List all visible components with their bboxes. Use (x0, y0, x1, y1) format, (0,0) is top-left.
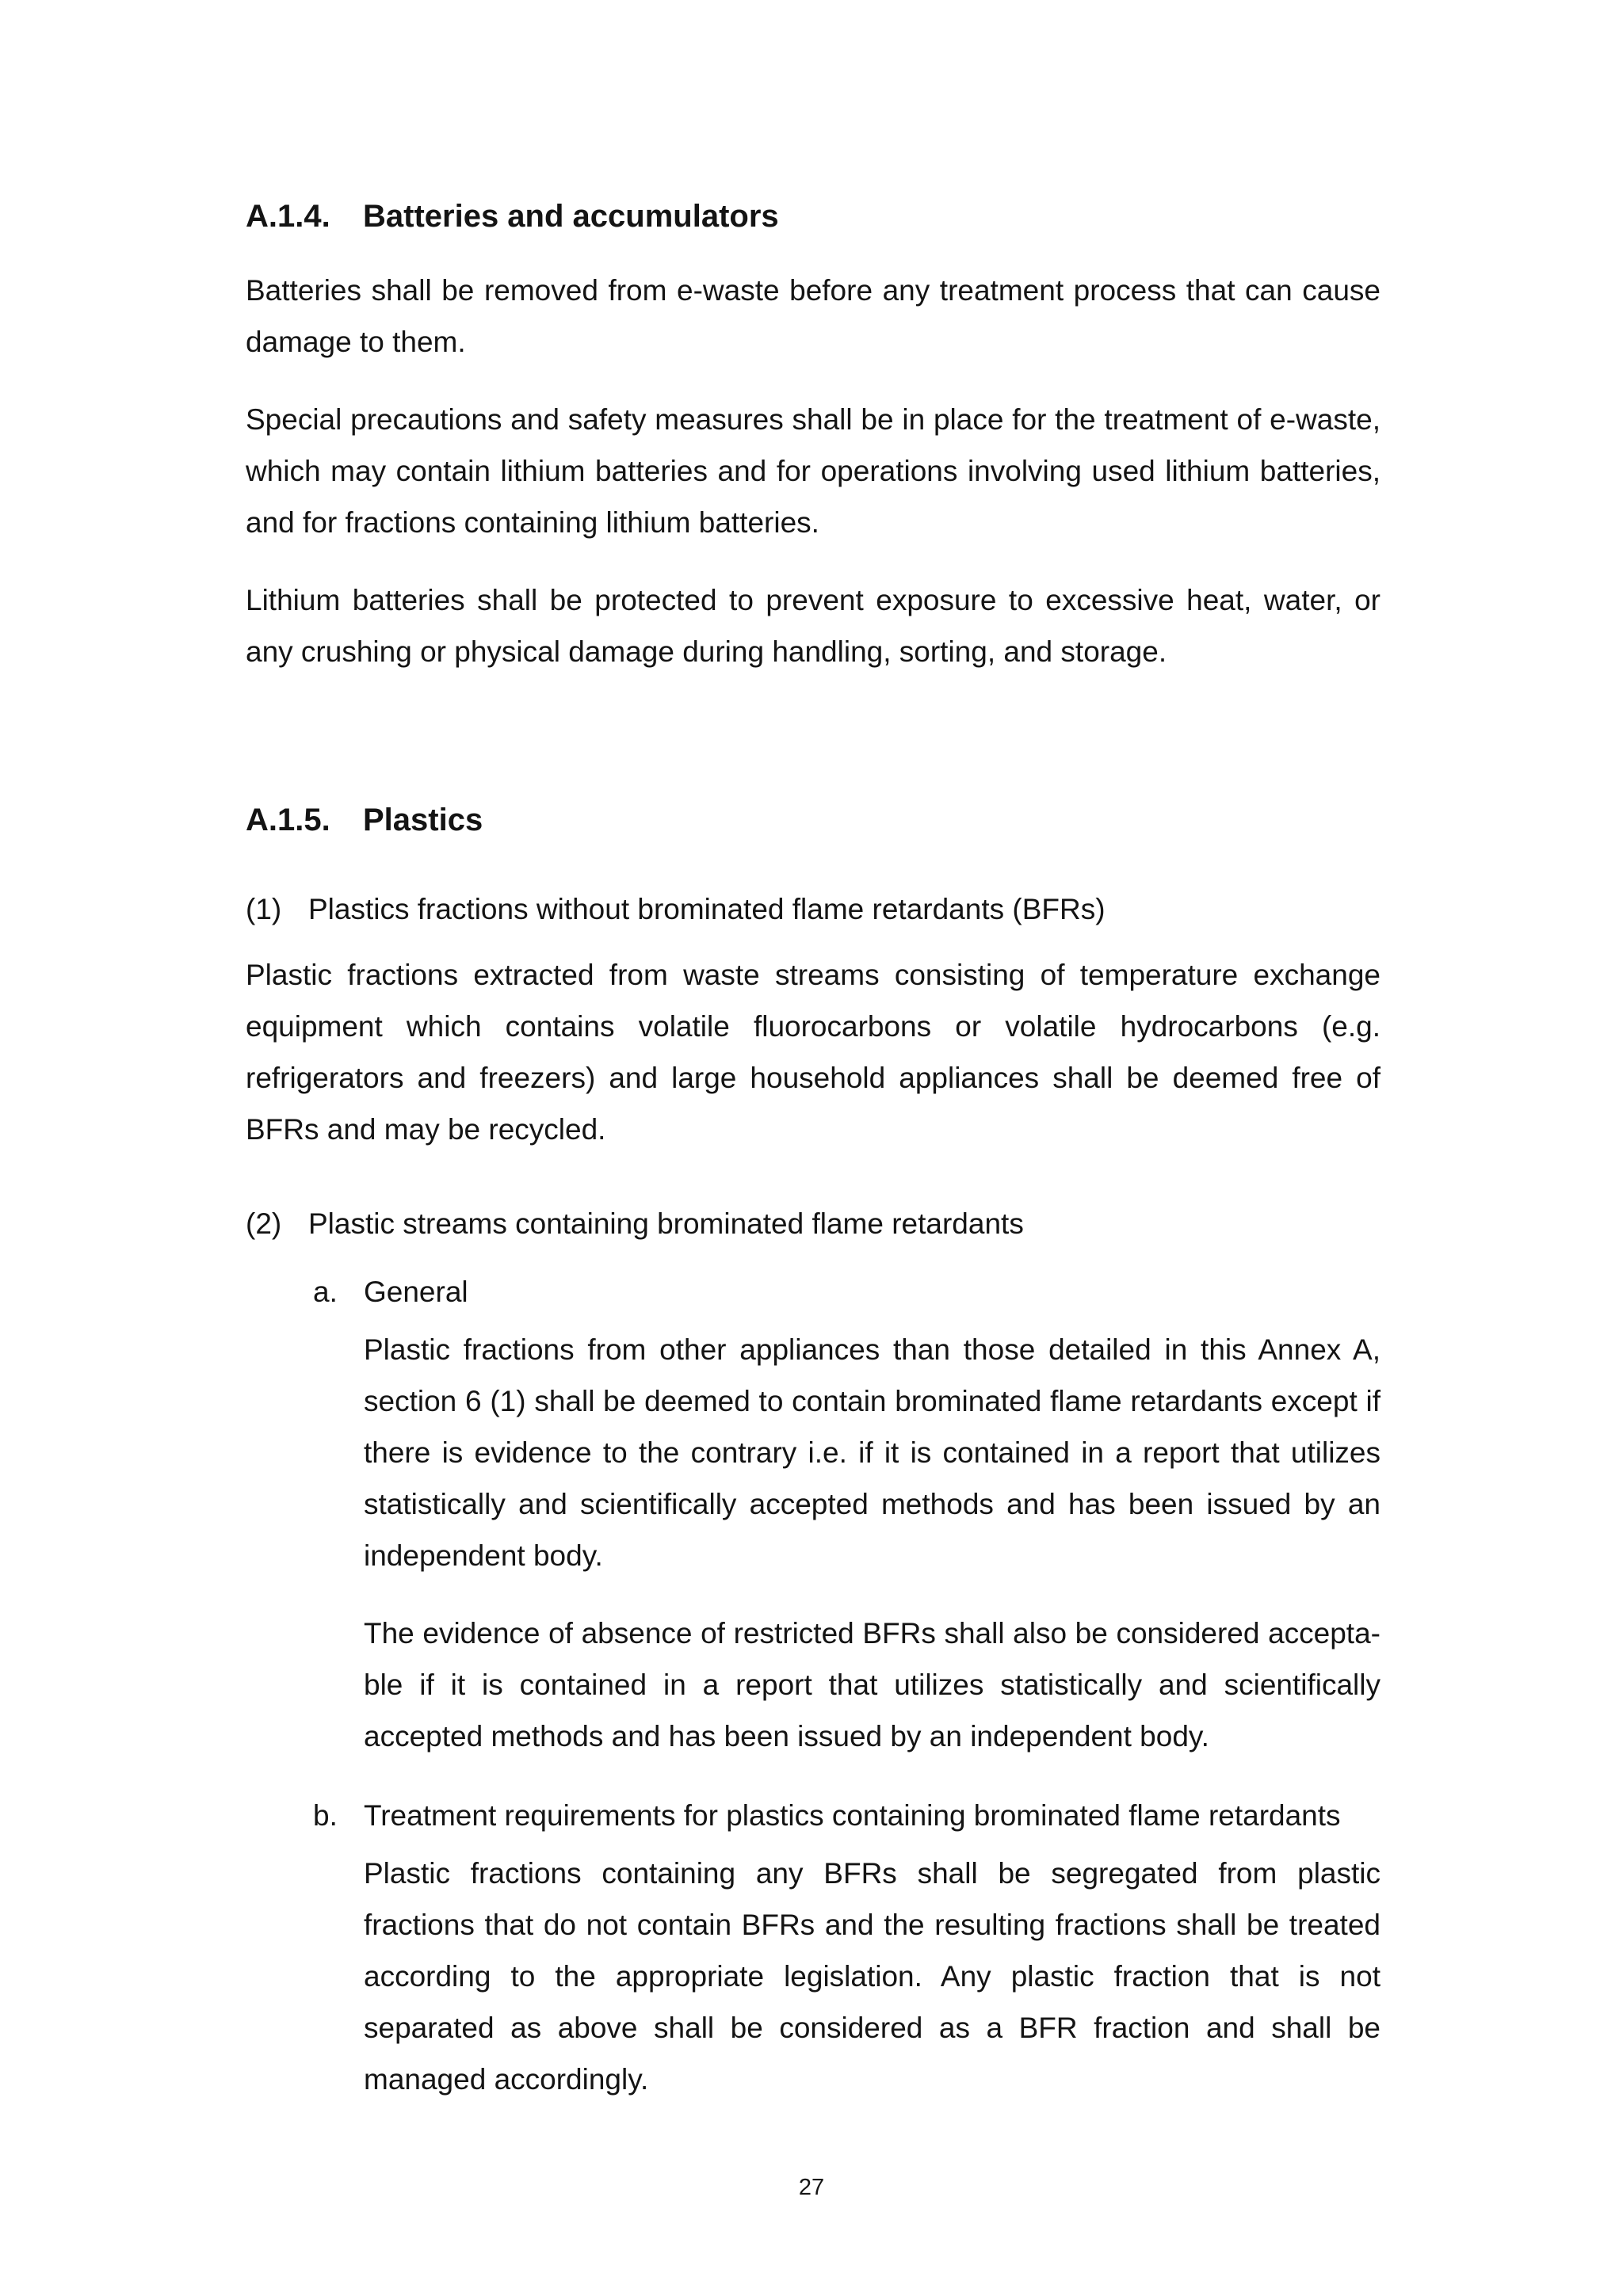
section-title: Plastics (363, 803, 483, 837)
sub-list-marker: b. (313, 1799, 338, 1832)
paragraph-bfr-presumption: Plastic fractions from other appliances than those detailed in this Annex A, section 6 (1) shall be deemed to contain brominated flame retardants except if there is evidence to the contrary i.e. if it is contained in a report that utilizes statistically and scientifically accepted methods and has been issued by an independent body. (364, 1333, 1381, 1572)
list-item-title: Plastic streams containing brominated flame retardants (308, 1207, 1024, 1240)
section-heading-a14 (246, 197, 779, 235)
sub-item-title: General (364, 1276, 468, 1308)
list-item-title: Plastics fractions without brominated flame retardants (BFRs) (308, 893, 1106, 925)
section-number: A.1.4. (246, 199, 330, 234)
paragraph-bfr-free-plastics: Plastic fractions extracted from waste streams consisting of temperature exchange equipment which contains volatile fluorocarbons or volatile hydrocarbons (e.g. refrigerators and freezers) and large household appliances shall be deemed free of BFRs and may be recycled. (246, 959, 1381, 1146)
paragraph-lithium-precautions: Special precautions and safety measures shall be in place for the treatment of e-waste, which may contain lithium batteries and for operations involving used lithium batteries, and for fractions containing lithium batteries. (246, 403, 1381, 539)
list-marker: (2) (246, 1207, 282, 1240)
paragraph-bfr-treatment: Plastic fractions containing any BFRs shall be segregated from plastic fractions that do not contain BFRs and the resulting fractions shall be treated according to the appropriate legislation. Any plastic fraction that is not separated as above shall be considered as a BFR fraction and shall be managed accordingly. (364, 1857, 1381, 2096)
page-number: 27 (798, 2175, 825, 2200)
sub-item-a-heading (313, 1273, 468, 1311)
sub-item-title: Treatment requirements for plastics containing brominated flame retardants (364, 1799, 1341, 1832)
paragraph-batteries-removal: Batteries shall be removed from e-waste before any treatment process that can cause damage to them. (246, 274, 1381, 358)
paragraph-lithium-protection: Lithium batteries shall be protected to prevent exposure to excessive heat, water, or any crushing or physical damage during handling, sorting, and storage. (246, 584, 1381, 668)
section-number: A.1.5. (246, 803, 330, 837)
sub-item-b-heading (313, 1797, 1341, 1835)
list-marker: (1) (246, 893, 282, 925)
list-item-2-heading (246, 1205, 1024, 1243)
paragraph-bfr-evidence: The evidence of absence of restricted BFRs shall also be considered acceptable if it is contained in a report that utilizes statistically and scientifically accepted methods and has been issued by an independent body. (364, 1617, 1381, 1753)
sub-list-marker: a. (313, 1276, 338, 1308)
list-item-1-heading (246, 891, 1106, 929)
section-title: Batteries and accumulators (363, 199, 779, 234)
section-heading-a15 (246, 801, 483, 839)
